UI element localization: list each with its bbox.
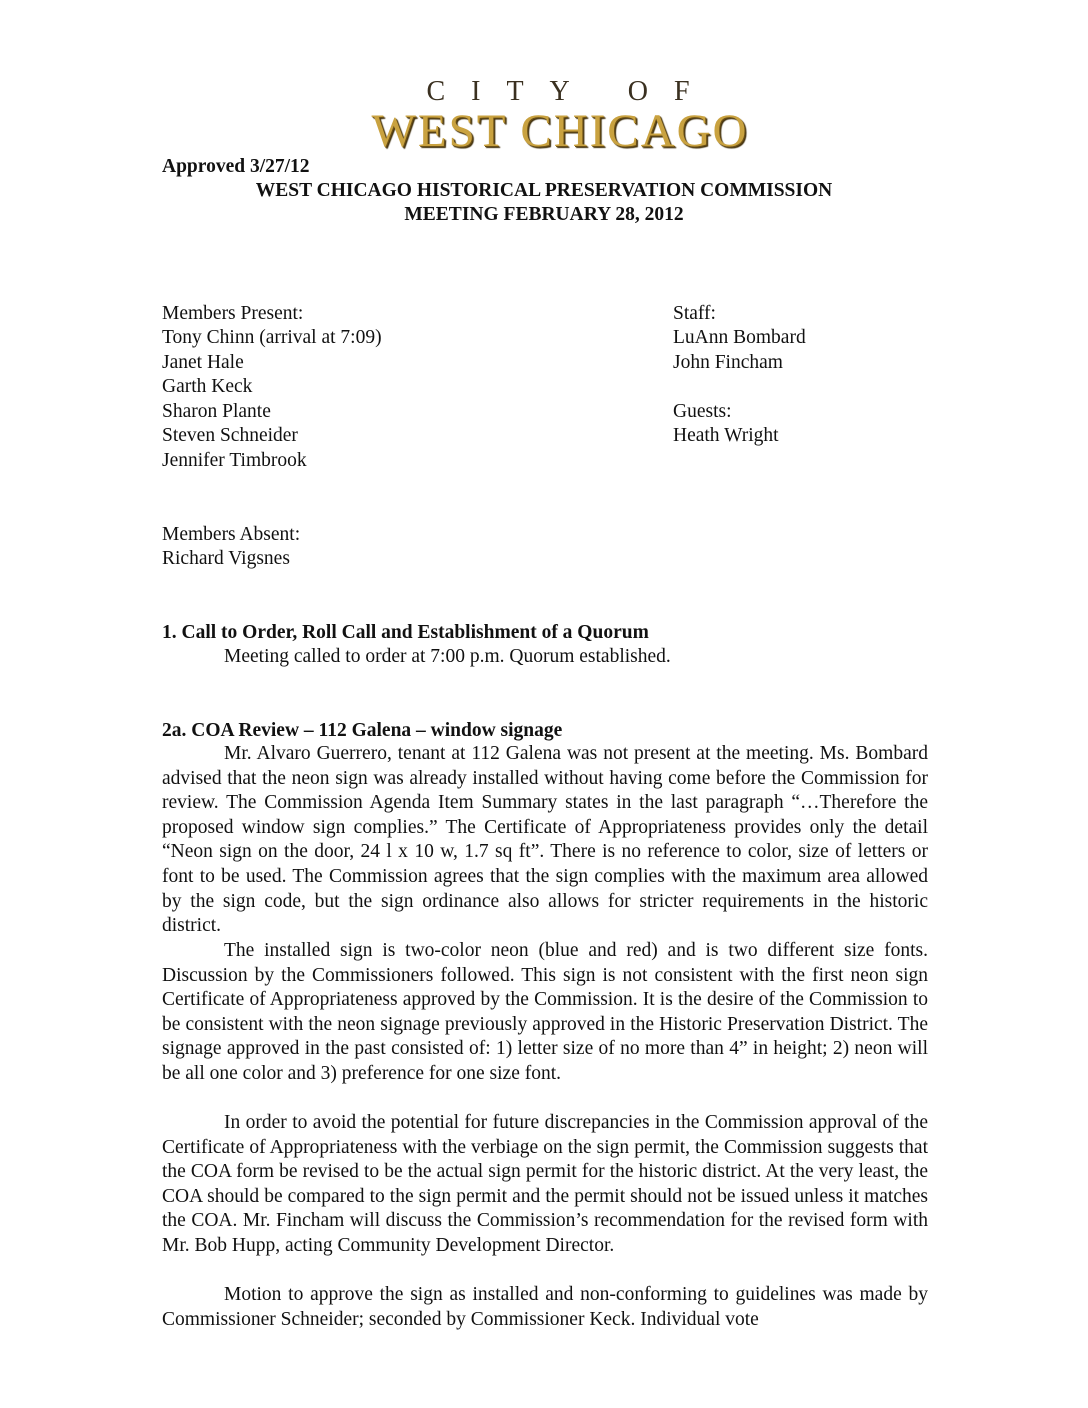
section2a-heading: 2a. COA Review – 112 Galena – window signage <box>162 720 563 741</box>
logo-top-text: CITY OF <box>426 76 716 107</box>
member-name: Janet Hale <box>162 352 244 373</box>
section2a-paragraph-4: Motion to approve the sign as installed and non-conforming to guidelines was made by Commissioner Schneider; seconded by Commissioner Keck. Individual vote <box>162 1284 928 1330</box>
section2a-paragraph-3: In order to avoid the potential for future discrepancies in the Commission approval of the Certificate of Appropriateness with the verbiage on the sign permit, the Commission suggests that the COA form be revised to be the actual sign permit for the historic district. At the very least, the COA should be compared to the sign permit and the permit should not be issued unless it matches the COA. Mr. Fincham will discuss the Commission’s recommendation for the revised form with Mr. Bob Hupp, acting Community Development Director. <box>162 1112 928 1256</box>
members-present-heading: Members Present: <box>162 303 304 324</box>
member-name: Sharon Plante <box>162 401 271 422</box>
section2a-paragraph-2: The installed sign is two-color neon (blue and red) and is two different size fonts. Discussion by the Commissioners followed. This sign is not consistent with the first neon sign Certificate of Appropriateness approved by the Commission. It is the desire of the Commission to be consistent with the neon signage previously approved in the Historic Preservation District. The signage approved in the past consisted of: 1) letter size of no more than 4” in height; 2) neon will be all one color and 3) preference for one size font. <box>162 940 928 1084</box>
document-title: WEST CHICAGO HISTORICAL PRESERVATION COMMISSION <box>255 180 833 201</box>
approved-date: Approved 3/27/12 <box>162 156 310 177</box>
section2a-paragraph-1: Mr. Alvaro Guerrero, tenant at 112 Galena was not present at the meeting. Ms. Bombard advised that the neon sign was already installed without having come before the Commission for review. The Commission Agenda Item Summary states in the last paragraph “…Therefore the proposed window sign complies.” The Certificate of Appropriateness provides only the detail “Neon sign on the door, 24 l x 10 w, 1.7 sq ft”. There is no reference to color, size of letters or font to be used. The Commission agrees that the sign complies with the maximum area allowed by the sign code, but the sign ordinance also allows for stricter requirements in the historic district. <box>162 743 928 937</box>
staff-heading: Staff: <box>673 303 716 324</box>
section1-heading: 1. Call to Order, Roll Call and Establishment of a Quorum <box>162 622 649 643</box>
member-name: Tony Chinn (arrival at 7:09) <box>162 327 382 348</box>
absent-member-name: Richard Vigsnes <box>162 548 290 569</box>
members-absent-heading: Members Absent: <box>162 524 301 545</box>
meeting-date-title: MEETING FEBRUARY 28, 2012 <box>404 204 684 225</box>
member-name: Garth Keck <box>162 376 253 397</box>
member-name: Steven Schneider <box>162 425 298 446</box>
member-name: Jennifer Timbrook <box>162 450 307 471</box>
guest-name: Heath Wright <box>673 425 779 446</box>
guests-heading: Guests: <box>673 401 732 422</box>
logo-main-text: WEST CHICAGO <box>371 105 749 157</box>
staff-name: John Fincham <box>673 352 783 373</box>
section1-text: Meeting called to order at 7:00 p.m. Quorum established. <box>224 646 671 667</box>
city-logo <box>360 78 760 158</box>
staff-name: LuAnn Bombard <box>673 327 806 348</box>
